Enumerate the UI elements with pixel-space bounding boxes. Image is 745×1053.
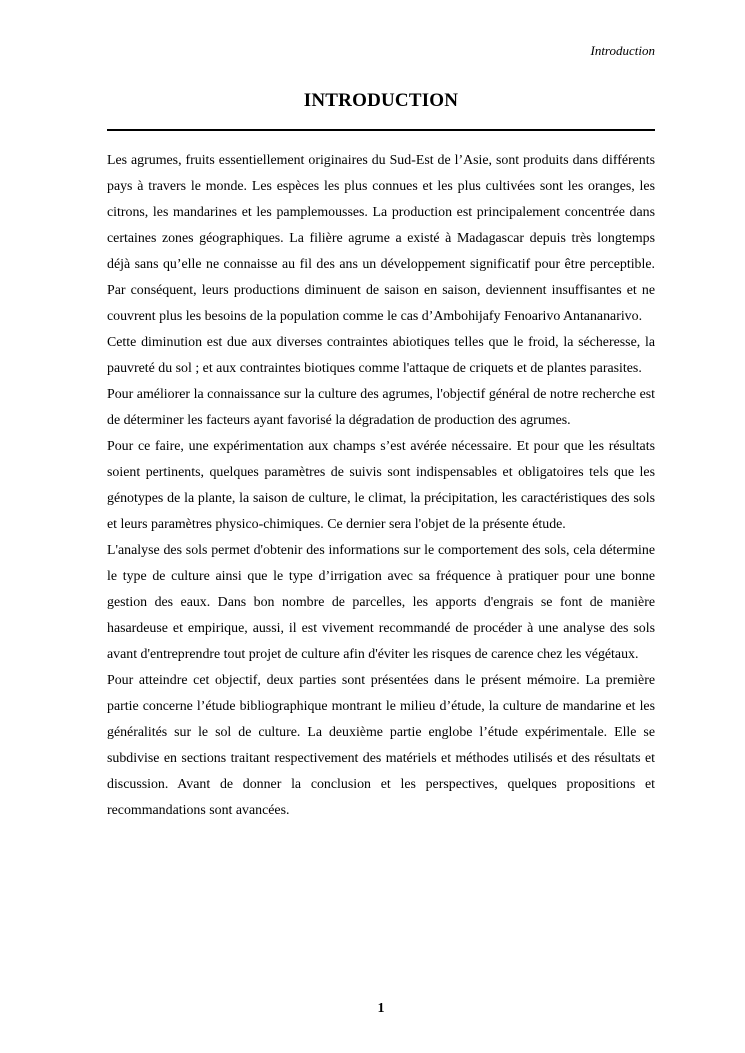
paragraph-1: Les agrumes, fruits essentiellement originaires du Sud-Est de l’Asie, sont produits dans différents pays à travers le monde. Les espèces les plus connues et les plus cultivées sont les oranges, les citrons, les mandarines et les pamplemousses. La production est principalement concentrée dans certaines zones géographiques. La filière agrume a existé à Madagascar depuis très longtemps déjà sans qu’elle ne connaisse au fil des ans un développement significatif pour être perceptible. Par conséquent, leurs productions diminuent de saison en saison, deviennent insuffisantes et ne couvrent plus les besoins de la population comme le cas d’Ambohijafy Fenoarivo Antananarivo. (107, 153, 655, 324)
paragraph-2: Cette diminution est due aux diverses contraintes abiotiques telles que le froid, la sécheresse, la pauvreté du sol ; et aux contraintes biotiques comme l'attaque de criquets et de plantes parasites. (107, 335, 655, 376)
page-title: INTRODUCTION (303, 90, 459, 111)
paragraph-3: Pour améliorer la connaissance sur la culture des agrumes, l'objectif général de notre recherche est de déterminer les facteurs ayant favorisé la dégradation de production des agrumes. (107, 387, 655, 428)
paragraph-4: Pour ce faire, une expérimentation aux champs s’est avérée nécessaire. Et pour que les résultats soient pertinents, quelques paramètres de suivis sont indispensables et obligatoires tels que les génotypes de la plante, la saison de culture, le climat, la précipitation, les caractéristiques des sols et leurs paramètres physico-chimiques. Ce dernier sera l'objet de la présente étude. (107, 439, 655, 532)
running-header: Introduction (590, 43, 655, 58)
paragraph-6: Pour atteindre cet objectif, deux parties sont présentées dans le présent mémoire. La première partie concerne l’étude bibliographique montrant le milieu d’étude, la culture de mandarine et les généralités sur le sol de culture. La deuxième partie englobe l’étude expérimentale. Elle se subdivise en sections traitant respectivement des matériels et méthodes utilisés et des résultats et discussion. Avant de donner la conclusion et les perspectives, quelques propositions et recommandations sont avancées. (107, 673, 655, 818)
body-text (107, 148, 655, 824)
paragraph-5: L'analyse des sols permet d'obtenir des informations sur le comportement des sols, cela détermine le type de culture ainsi que le type d’irrigation avec sa fréquence à pratiquer pour une bonne gestion des eaux. Dans bon nombre de parcelles, les apports d'engrais se font de manière hasardeuse et empirique, aussi, il est vivement recommandé de procéder à une analyse des sols avant d'entreprendre tout projet de culture afin d'éviter les risques de carence chez les végétaux. (107, 543, 655, 662)
page-number: 1 (377, 1001, 385, 1016)
title-divider (107, 129, 655, 131)
